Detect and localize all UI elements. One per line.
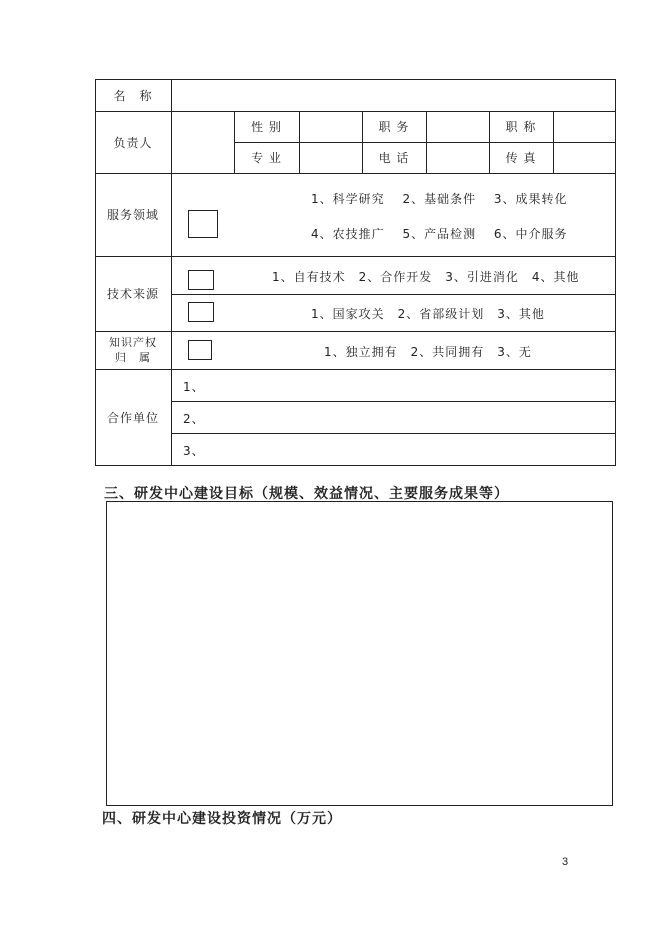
partner-row-2[interactable]: 2、 <box>183 412 205 426</box>
ip-label-line1: 知识产权 <box>109 336 157 349</box>
phone-value-cell[interactable] <box>427 143 489 173</box>
fax-label: 传 真 <box>505 151 537 165</box>
tech-checkbox-1[interactable] <box>188 270 214 290</box>
position-label: 职 务 <box>378 120 410 134</box>
title-label: 职 称 <box>505 120 537 134</box>
name-label: 名 称 <box>113 88 153 103</box>
row-divider <box>171 294 616 295</box>
tech-label: 技术来源 <box>106 287 159 301</box>
phone-label: 电 话 <box>378 151 410 165</box>
row-divider <box>171 433 616 434</box>
major-value-cell[interactable] <box>300 143 362 173</box>
partner-label: 合作单位 <box>106 411 159 425</box>
ip-label <box>95 331 171 369</box>
row-divider <box>171 401 616 402</box>
tech-checkbox-2[interactable] <box>188 302 214 322</box>
tech-options-line2: 1、国家攻关 2、省部级计划 3、其他 <box>311 307 545 321</box>
ip-label-line2: 归 属 <box>115 351 151 364</box>
partner-row-3[interactable]: 3、 <box>183 444 205 458</box>
leader-label: 负责人 <box>113 135 153 150</box>
service-options-line1: 1、科学研究 2、基础条件 3、成果转化 <box>311 192 568 206</box>
gender-value-cell[interactable] <box>300 112 362 142</box>
row-divider <box>95 369 616 370</box>
name-value-cell[interactable] <box>172 80 615 111</box>
service-checkbox[interactable] <box>188 210 218 238</box>
ip-options: 1、独立拥有 2、共同拥有 3、无 <box>324 345 532 359</box>
leader-value-cell[interactable] <box>172 112 234 173</box>
major-label: 专 业 <box>251 151 282 165</box>
row-divider <box>95 331 616 332</box>
position-value-cell[interactable] <box>427 112 489 142</box>
section3-heading: 三、研发中心建设目标（规模、效益情况、主要服务成果等） <box>104 486 509 502</box>
page-number: 3 <box>562 856 569 868</box>
section4-heading: 四、研发中心建设投资情况（万元） <box>102 811 342 827</box>
service-label: 服务领域 <box>106 208 159 222</box>
row-divider <box>95 173 616 174</box>
service-options-line2: 4、农技推广 5、产品检测 6、中介服务 <box>311 227 568 241</box>
title-value-cell[interactable] <box>554 112 615 142</box>
ip-checkbox[interactable] <box>188 340 212 360</box>
section3-textbox[interactable] <box>106 501 613 806</box>
partner-row-1[interactable]: 1、 <box>183 380 205 394</box>
row-divider <box>95 256 616 257</box>
gender-label: 性 别 <box>251 120 282 134</box>
fax-value-cell[interactable] <box>554 143 615 173</box>
tech-options-line1: 1、自有技术 2、合作开发 3、引进消化 4、其他 <box>272 270 580 284</box>
